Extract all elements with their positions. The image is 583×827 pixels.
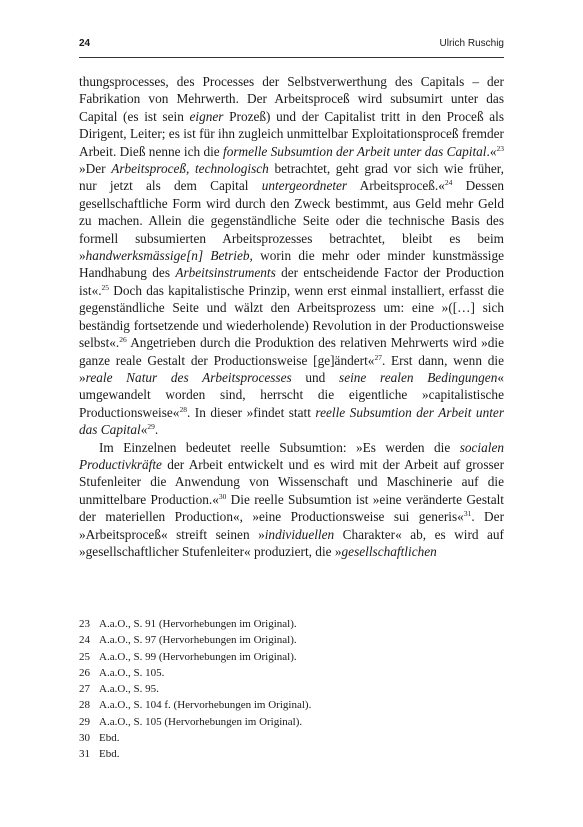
header-rule bbox=[79, 57, 504, 58]
footnotes bbox=[79, 616, 504, 763]
footnote-ref: 30 bbox=[218, 491, 227, 501]
footnote bbox=[79, 714, 504, 730]
body-text bbox=[79, 73, 504, 560]
footnote-ref: 31 bbox=[463, 509, 472, 519]
page-number: 24 bbox=[79, 38, 91, 49]
italic-run: untergeordneter bbox=[261, 178, 348, 194]
text-run: . bbox=[154, 422, 159, 438]
footnote-ref: 23 bbox=[496, 143, 504, 153]
footnote bbox=[79, 616, 504, 632]
page-header bbox=[79, 38, 504, 54]
paragraph-1 bbox=[79, 73, 504, 439]
text-run: Angetrieben durch die Produktion des relativen Mehrwerts wird »die ganze reale Gestalt der Productionsweise [ge]ändert« bbox=[79, 335, 504, 368]
footnote-ref: 24 bbox=[444, 178, 453, 188]
footnote-ref: 28 bbox=[179, 404, 187, 414]
footnote-number: 28 bbox=[79, 699, 90, 712]
footnote-number: 23 bbox=[79, 618, 90, 630]
footnote-ref: 29 bbox=[147, 422, 155, 432]
footnote-text: Ebd. bbox=[99, 732, 120, 745]
text-run: . Erst dann, wenn die » bbox=[79, 352, 504, 385]
text-run: .« bbox=[486, 143, 497, 159]
text-run: Doch das kapitalistische Prinzip, wenn erst einmal installiert, erfasst die gegenständliche Seite und wälzt den Arbeitsprozess um: eine »([…] sich beständig fortsetzende und wiederholende) Revolution in der Productionsweise selbst«. bbox=[79, 282, 504, 351]
footnote-text: A.a.O., S. 97 (Hervorhebungen im Original). bbox=[99, 634, 297, 647]
footnote-number: 30 bbox=[79, 732, 90, 745]
footnote-text: Ebd. bbox=[99, 748, 120, 761]
text-run: und bbox=[291, 369, 340, 385]
footnote-number: 26 bbox=[79, 666, 90, 679]
footnote-text: A.a.O., S. 105. bbox=[99, 666, 165, 679]
italic-run: reale Natur des Arbeitsprocesses bbox=[85, 369, 292, 385]
footnote bbox=[79, 681, 504, 697]
italic-run: gesellschaftlichen bbox=[341, 543, 437, 559]
footnote bbox=[79, 746, 504, 762]
footnote-text: A.a.O., S. 95. bbox=[99, 683, 159, 696]
footnote-number: 31 bbox=[79, 748, 90, 761]
running-head: Ulrich Ruschig bbox=[439, 38, 504, 49]
footnote-number: 29 bbox=[79, 715, 90, 728]
italic-run: seine realen Bedingungen bbox=[339, 369, 498, 385]
paragraph-2 bbox=[79, 439, 504, 561]
text-run: . Der »Arbeitsproceß« streift seinen » bbox=[79, 509, 504, 542]
text-run: Dessen gesellschaftliche Form wird durch den Zweck bestimmt, aus Geld mehr Geld zu machen. Allein die gegenständliche Seite oder die technische Basis des formell subsumierten Arbeitsprozesses betrachtet, bleibt es beim » bbox=[79, 178, 504, 264]
footnote-number: 24 bbox=[79, 634, 90, 647]
italic-run: Arbeitsproceß, technologisch bbox=[111, 161, 269, 177]
footnote bbox=[79, 730, 504, 746]
italic-run: individuellen bbox=[264, 526, 335, 542]
italic-run: reelle Subsumtion der Arbeit unter das Capital bbox=[79, 404, 504, 438]
italic-run: Arbeitsinstruments bbox=[175, 265, 276, 281]
footnote bbox=[79, 697, 504, 713]
footnote-text: A.a.O., S. 104 f. (Hervorhebungen im Original). bbox=[99, 699, 312, 712]
italic-run: socialen Productivkräfte bbox=[79, 439, 504, 472]
italic-run: eigner bbox=[189, 108, 224, 124]
footnote bbox=[79, 632, 504, 648]
footnote-ref: 25 bbox=[101, 282, 110, 292]
text-run: « bbox=[140, 422, 148, 438]
text-run: Prozeß) und der Capitalist tritt in den Proceß als Dirigent, Leiter; es ist für ihn zugleich unmittelbar Exploitationsproceß fremder Arbeit. Dieß nenne ich die bbox=[79, 108, 505, 159]
text-run: Die reelle Subsumtion ist »eine veränderte Gestalt der materiellen Production«, »eine Productionsweise sui generis« bbox=[79, 491, 504, 525]
footnote-text: A.a.O., S. 105 (Hervorhebungen im Original). bbox=[99, 715, 303, 728]
text-run: , worin die mehr oder minder kunstmässige Handhabung des bbox=[79, 248, 504, 281]
italic-run: formelle Subsumtion der Arbeit unter das Capital bbox=[223, 143, 487, 159]
footnote bbox=[79, 649, 504, 665]
footnote-ref: 27 bbox=[374, 352, 382, 362]
footnote-text: A.a.O., S. 99 (Hervorhebungen im Original). bbox=[99, 650, 297, 663]
italic-run: handwerksmässige[n] Betrieb bbox=[85, 248, 250, 264]
footnote bbox=[79, 665, 504, 681]
text-run: der entscheidende Factor der Production ist«. bbox=[79, 265, 505, 298]
text-run: betrachtet, geht grad vor sich wie früher, nur jetzt als dem Capital bbox=[79, 161, 505, 194]
text-run: »Der bbox=[79, 161, 112, 177]
text-run: Im Einzelnen bedeutet reelle Subsumtion: »Es werden die bbox=[99, 439, 460, 455]
text-run: der Arbeit entwickelt und es wird mit der Arbeit auf grosser Stufenleiter die Anwendung von Wissenschaft und Maschinerie auf die unmittelbare Production.« bbox=[79, 456, 504, 507]
text-run: « umgewandelt worden sind, herrscht die eigentliche »capitalistische Productionsweise« bbox=[79, 369, 505, 420]
text-run: Arbeitsproceß.« bbox=[347, 178, 445, 194]
footnote-text: A.a.O., S. 91 (Hervorhebungen im Original). bbox=[99, 618, 297, 630]
text-run: . In dieser »findet statt bbox=[186, 404, 316, 420]
footnote-ref: 26 bbox=[119, 335, 127, 345]
footnote-number: 27 bbox=[79, 683, 90, 696]
text-run: thungsprocesses, des Processes der Selbstverwerthung des Capitals – der Fabrikation von Mehrwerth. Der Arbeitsproceß wird subsumirt unter das Capital (es ist sein bbox=[79, 74, 504, 124]
text-run: Charakter« ab, es wird auf »gesellschaftlicher Stufenleiter« produziert, die » bbox=[79, 526, 504, 559]
footnote-number: 25 bbox=[79, 650, 90, 663]
